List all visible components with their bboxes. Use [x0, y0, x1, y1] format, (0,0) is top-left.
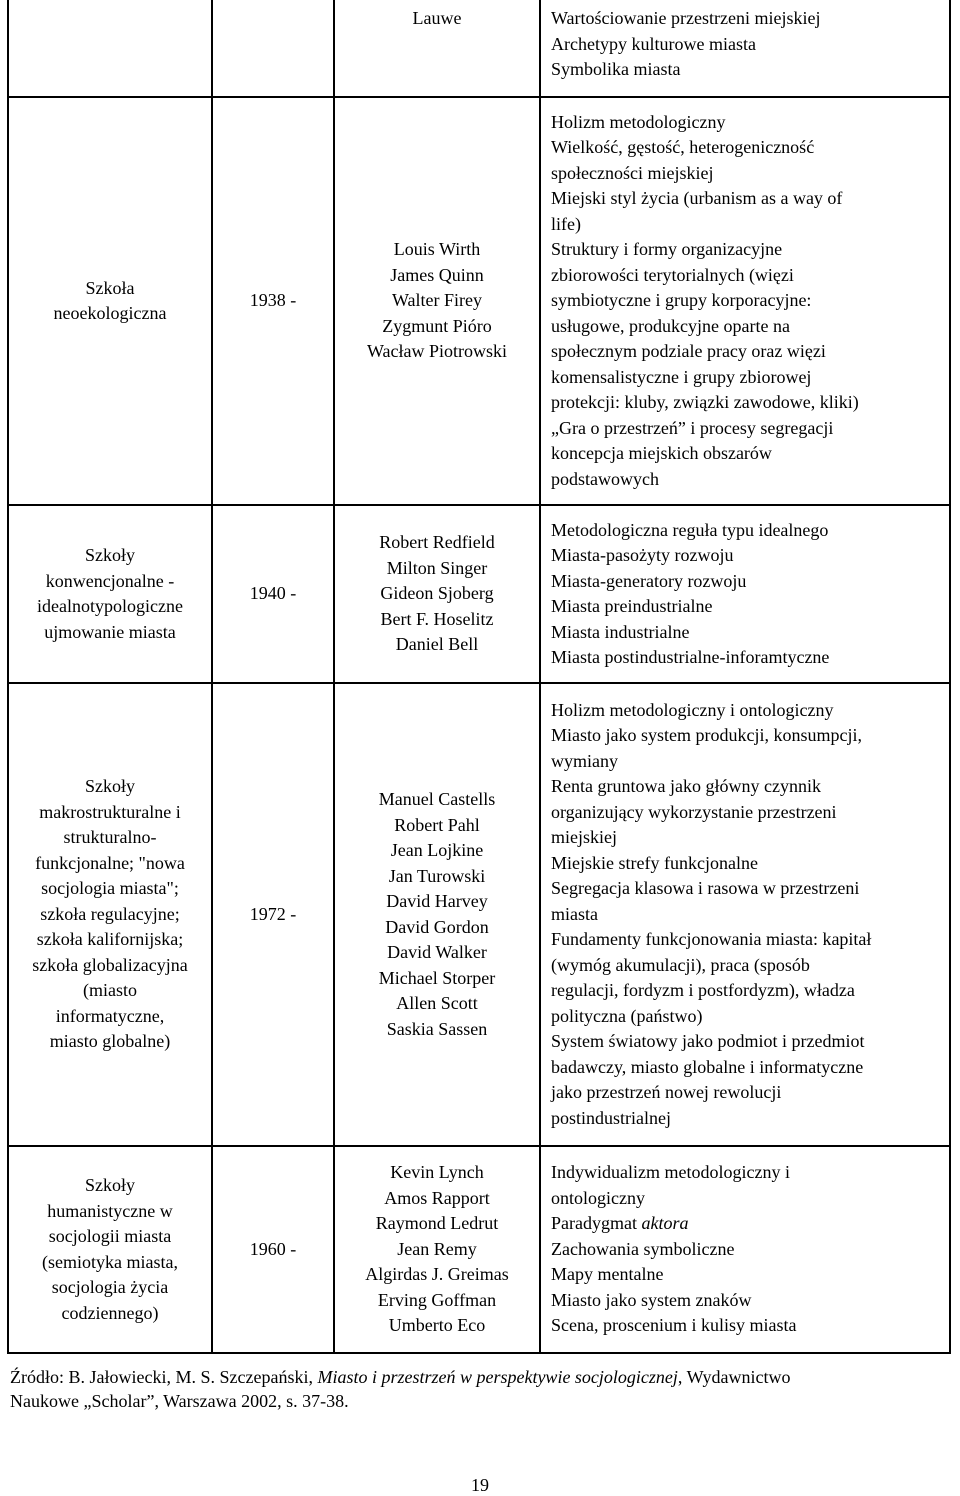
school-line: szkoła regulacyjne; — [40, 903, 180, 924]
authors-line: Jean Lojkine — [390, 840, 484, 860]
concepts-line: wymiany — [551, 750, 618, 771]
authors-line: Kevin Lynch — [390, 1162, 484, 1183]
table-vertical-rule — [333, 0, 335, 1354]
concepts-line: Scena, proscenium i kulisy miasta — [551, 1315, 797, 1336]
authors-line: Raymond Ledrut — [375, 1213, 499, 1234]
concepts-line: jako przestrzeń nowej rewolucji — [551, 1082, 782, 1103]
cell-school — [10, 0, 210, 103]
school-line: ujmowanie miasta — [44, 621, 176, 642]
school-line: szkoła kalifornijska; — [36, 929, 184, 950]
authors-line: James Quinn — [390, 264, 484, 285]
concepts-line: usługowe, produkcyjne oparte na — [551, 315, 790, 336]
authors-line: Jean Remy — [397, 1238, 477, 1259]
cell-concepts — [551, 97, 948, 505]
concepts-line: komensalistyczne i grupy zbiorowej — [551, 366, 812, 387]
cell-authors — [336, 97, 538, 505]
concepts-line: Miasta-pasożyty rozwoju — [551, 545, 734, 565]
concepts-line: badawczy, miasto globalne i informatyczne — [551, 1056, 864, 1077]
concepts-line: Mapy mentalne — [551, 1264, 664, 1285]
authors-line: David Gordon — [385, 916, 489, 937]
authors-line: Manuel Castells — [378, 789, 496, 809]
concepts-line: Miasto jako system produkcji, konsumpcji, — [551, 725, 862, 746]
table-vertical-rule — [211, 0, 213, 1354]
concepts-line: Miejski styl życia (urbanism as a way of — [551, 188, 843, 209]
school-line: funkcjonalne; "nowa — [35, 852, 185, 873]
authors-line: Jan Turowski — [388, 865, 486, 886]
authors-line: Algirdas J. Greimas — [365, 1264, 509, 1285]
concepts-line: miejskiej — [551, 827, 617, 848]
school-line: humanistyczne w — [47, 1200, 173, 1221]
school-line: Szkoła — [85, 277, 135, 298]
school-line: makrostrukturalne i — [39, 801, 181, 822]
concepts-line: Miasta industrialne — [551, 621, 690, 642]
school-line: miasto globalne) — [49, 1031, 171, 1052]
authors-line: Milton Singer — [386, 557, 488, 578]
year-line: 1938 - — [249, 290, 297, 311]
concepts-line: postindustrialnej — [551, 1107, 671, 1128]
authors-line: David Walker — [387, 942, 487, 962]
authors-line: Gideon Sjoberg — [380, 583, 494, 604]
concepts-line: Metodologiczna reguła typu idealnego — [551, 519, 829, 540]
school-line: (miasto — [83, 980, 137, 1001]
concepts-line: Wielkość, gęstość, heterogeniczność — [551, 137, 815, 158]
authors-line: Zygmunt Pióro — [382, 315, 492, 336]
cell-school — [10, 505, 210, 683]
concepts-line: Miejskie strefy funkcjonalne — [551, 852, 758, 873]
concepts-line: ontologiczny — [551, 1187, 645, 1208]
school-line: socjologia życia — [51, 1277, 169, 1297]
table-vertical-rule — [949, 0, 951, 1354]
concepts-line: Segregacja klasowa i rasowa w przestrzeni — [551, 878, 860, 899]
school-line: Szkoły — [84, 776, 135, 797]
concepts-line: System światowy jako podmiot i przedmiot — [551, 1031, 865, 1052]
concepts-line: miasta — [551, 903, 598, 924]
concepts-line: Symbolika miasta — [551, 59, 681, 79]
concepts-line: Archetypy kulturowe miasta — [551, 33, 756, 54]
concepts-line: podstawowych — [551, 468, 659, 489]
concept-italic-term: aktora — [641, 1213, 689, 1234]
school-line: idealnotypologiczne — [37, 596, 183, 616]
authors-line: Daniel Bell — [395, 634, 479, 655]
school-line: konwencjonalne - — [45, 570, 175, 591]
concepts-line: Indywidualizm metodologiczny i — [551, 1162, 790, 1183]
concepts-line: Wartościowanie przestrzeni miejskiej — [551, 8, 821, 28]
authors-line: Robert Redfield — [379, 532, 495, 553]
school-line: neoekologiczna — [53, 303, 167, 323]
concepts-line: „Gra o przestrzeń” i procesy segregacji — [551, 417, 834, 438]
concepts-line: Holizm metodologiczny — [551, 111, 726, 132]
year-line: 1972 - — [249, 903, 297, 924]
concepts-line: protekcji: kluby, związki zawodowe, kliki) — [551, 392, 859, 413]
cell-concepts — [551, 683, 948, 1146]
school-line: codziennego) — [61, 1302, 159, 1323]
cell-authors — [336, 683, 538, 1146]
concepts-line: Zachowania symboliczne — [551, 1238, 735, 1259]
school-line: Szkoły — [84, 545, 135, 565]
school-line: (semiotyka miasta, — [42, 1251, 178, 1272]
cell-authors — [336, 505, 538, 683]
cell-year — [214, 683, 332, 1146]
year-line: 1940 - — [249, 583, 297, 604]
school-line: szkoła globalizacyjna — [32, 954, 188, 975]
concepts-line: life) — [551, 213, 581, 234]
authors-line: David Harvey — [386, 891, 488, 911]
source-citation — [10, 1365, 940, 1413]
table-vertical-rule — [539, 0, 541, 1354]
cell-year — [214, 0, 332, 103]
concepts-line: Miasta-generatory rozwoju — [551, 570, 747, 591]
cell-concepts — [551, 1146, 948, 1353]
cell-authors — [336, 1146, 538, 1353]
authors-line: Louis Wirth — [393, 239, 481, 260]
concepts-line: społeczności miejskiej — [551, 162, 714, 183]
authors-line: Saskia Sassen — [386, 1018, 488, 1039]
cell-year — [214, 505, 332, 683]
authors-line: Lauwe — [412, 8, 462, 28]
authors-line: Walter Firey — [391, 290, 483, 311]
cell-concepts — [551, 0, 948, 103]
concepts-line: Renta gruntowa jako główny czynnik — [551, 776, 821, 797]
school-line: strukturalno- — [63, 827, 157, 848]
concepts-line: Paradygmat aktora — [551, 1213, 689, 1234]
authors-line: Bert F. Hoselitz — [380, 608, 494, 629]
school-line: Szkoły — [84, 1175, 135, 1195]
concepts-line: Miasto jako system znaków — [551, 1289, 752, 1310]
authors-line: Umberto Eco — [388, 1315, 486, 1336]
authors-line: Wacław Piotrowski — [366, 341, 508, 362]
cell-year — [214, 1146, 332, 1353]
concepts-line: (wymóg akumulacji), praca (sposób — [551, 954, 810, 975]
school-line: informatyczne, — [55, 1005, 165, 1026]
concepts-line: Miasta preindustrialne — [551, 596, 713, 616]
cell-concepts — [551, 505, 948, 683]
citation-publisher: , Wydawnictwo — [677, 1367, 791, 1387]
page-number: 19 — [471, 1475, 489, 1495]
concepts-line: zbiorowości terytorialnych (więzi — [551, 264, 794, 285]
table-vertical-rule — [7, 0, 9, 1354]
concepts-line: społecznym podziale pracy oraz więzi — [551, 341, 826, 362]
concepts-line: regulacji, fordyzm i postfordyzm), władza — [551, 980, 855, 1001]
school-line: socjologia miasta"; — [41, 878, 179, 899]
authors-line: Michael Storper — [378, 967, 496, 988]
cell-school — [10, 683, 210, 1146]
citation-details: Naukowe „Scholar”, Warszawa 2002, s. 37-38. — [10, 1391, 349, 1411]
concepts-line: Miasta postindustrialne-inforamtyczne — [551, 647, 830, 667]
concepts-line: Holizm metodologiczny i ontologiczny — [551, 699, 834, 720]
cell-year — [214, 97, 332, 505]
citation-title: Miasto i przestrzeń w perspektywie socjologicznej — [317, 1367, 678, 1387]
authors-line: Allen Scott — [396, 993, 478, 1013]
year-line: 1960 - — [249, 1238, 297, 1259]
authors-line: Robert Pahl — [394, 814, 480, 835]
school-line: socjologii miasta — [48, 1226, 172, 1246]
cell-school — [10, 97, 210, 505]
authors-line: Amos Rapport — [384, 1187, 490, 1208]
cell-authors — [336, 0, 538, 103]
cell-school — [10, 1146, 210, 1353]
concepts-line: Struktury i formy organizacyjne — [551, 239, 783, 260]
concepts-line: Fundamenty funkcjonowania miasta: kapitał — [551, 929, 872, 950]
concepts-line: symbiotyczne i grupy korporacyjne: — [551, 290, 812, 311]
authors-line: Erving Goffman — [377, 1289, 497, 1310]
concepts-line: organizujący wykorzystanie przestrzeni — [551, 801, 837, 822]
concepts-line: koncepcja miejskich obszarów — [551, 443, 772, 464]
concepts-line: polityczna (państwo) — [551, 1005, 703, 1026]
citation-authors: Źródło: B. Jałowiecki, M. S. Szczepański, — [10, 1367, 318, 1387]
